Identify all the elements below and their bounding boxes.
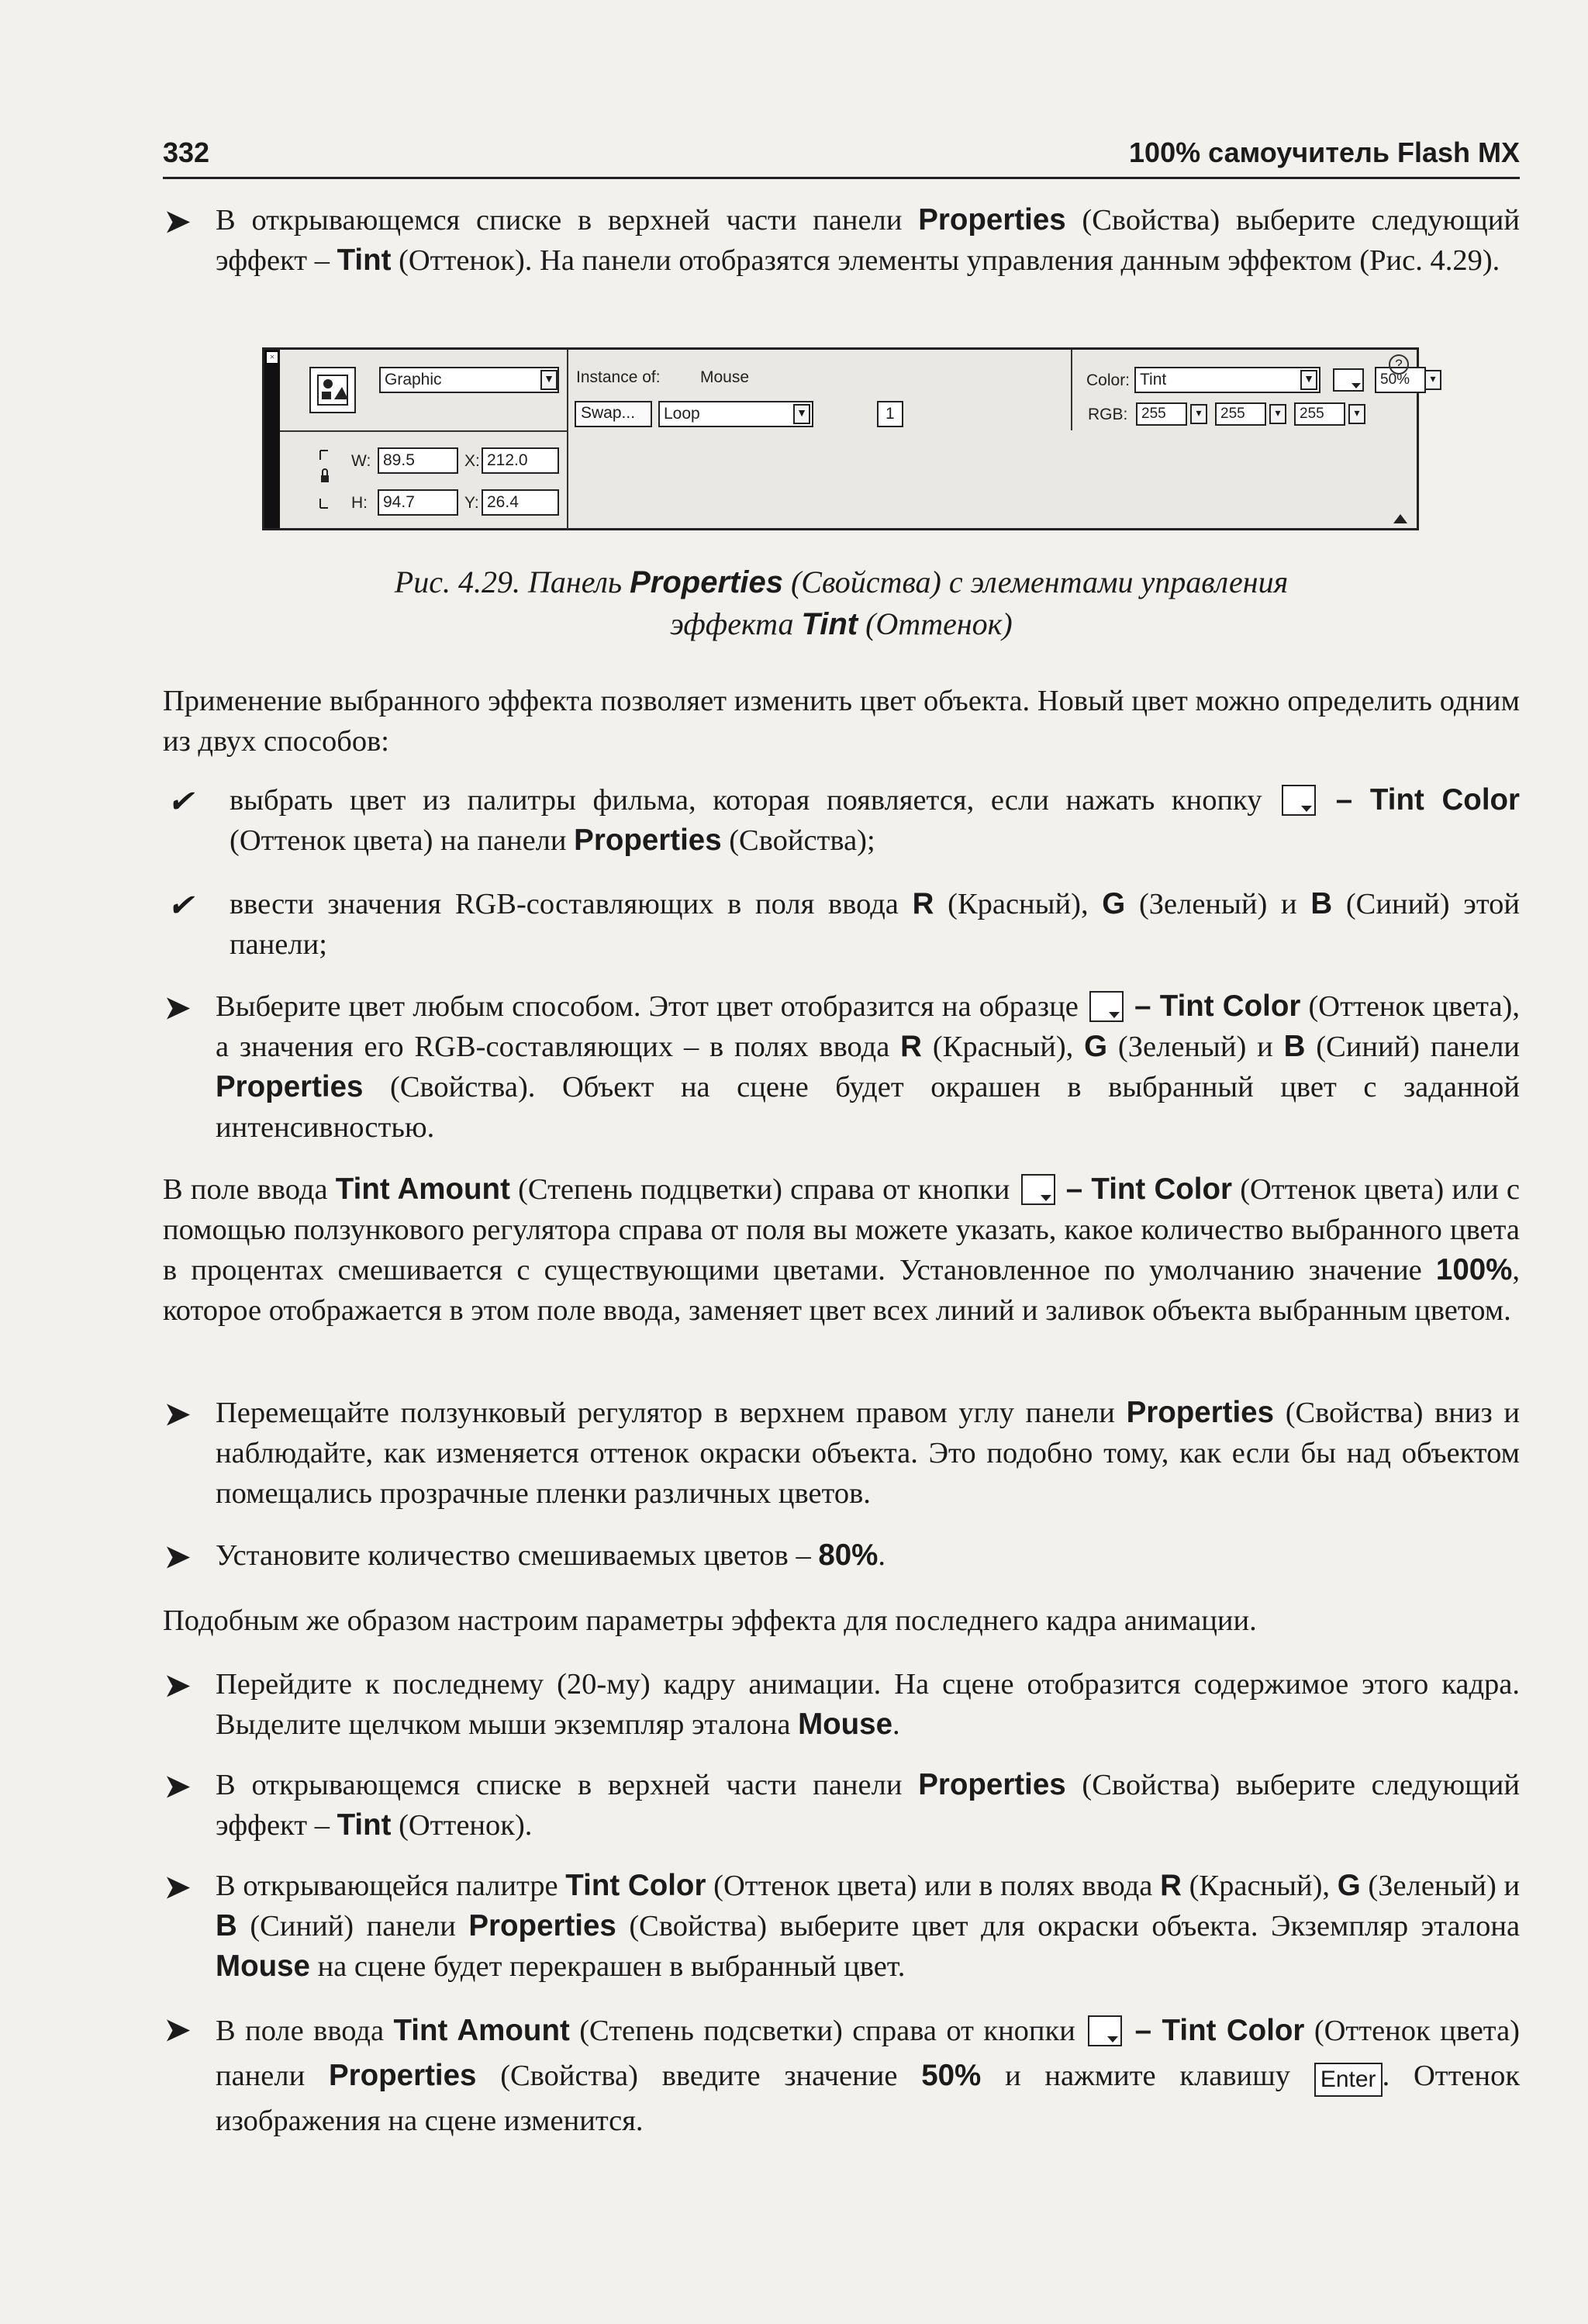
properties-panel bbox=[262, 347, 1436, 530]
instance-of-value: Mouse bbox=[700, 368, 750, 386]
tint-slider-arrow-icon[interactable]: ▾ bbox=[1424, 370, 1441, 390]
list-item: В открывающейся палитре Tint Color (Оттенок цвета) или в полях ввода R (Красный), G (Зеленый) и B (Синий) панели Properties (Свойства) выберите цвет для окраски объекта. Экземпляр эталона Mouse на сцене будет перекрашен в выбранный цвет. bbox=[216, 1869, 1521, 1983]
paragraph: В поле ввода Tint Amount (Степень подцветки) справа от кнопки – Tint Color (Оттенок цвета) или с помощью ползункового регулятора справа от поля вы можете указать, какое количество выбранного цвета в процентах смешивается с существующими цветами. Установленное по умолчанию значение 100%, которое отображается в этом поле ввода, заменяет цвет всех линий и заливок объекта выбранным цветом. bbox=[163, 1172, 1521, 1327]
rgb-label: RGB: bbox=[1088, 406, 1128, 423]
blue-slider-icon[interactable]: ▾ bbox=[1348, 404, 1365, 424]
arrow-bullet-icon: ➤ bbox=[164, 1769, 191, 1804]
text: (Оттенок). На панели отобразятся элементы управления данным эффектом (Рис. 4.29). bbox=[399, 244, 1500, 277]
page-number: 332 bbox=[163, 136, 210, 168]
y-field[interactable]: 26.4 bbox=[482, 489, 559, 516]
book-title: 100% самоучитель Flash MX bbox=[1129, 136, 1520, 168]
tint-amount-field[interactable]: 50% bbox=[1375, 367, 1426, 393]
enter-key: Enter bbox=[1314, 2063, 1383, 2097]
arrow-bullet-icon: ➤ bbox=[164, 204, 191, 239]
paragraph: Применение выбранного эффекта позволяет изменить цвет объекта. Новый цвет можно определить одним из двух способов: bbox=[163, 685, 1520, 758]
chevron-down-icon[interactable]: ▼ bbox=[1300, 370, 1317, 390]
list-item: Выберите цвет любым способом. Этот цвет отобразится на образце – Tint Color (Оттенок цвета), а значения его RGB-составляющих – в полях ввода R (Красный), G (Зеленый) и B (Синий) панели Properties (Свойства). Объект на сцене будет окрашен в выбранный цвет с заданной интенсивностью. bbox=[216, 989, 1521, 1144]
blue-field[interactable]: 255 bbox=[1294, 402, 1345, 426]
instance-of-label: Instance of: bbox=[576, 368, 661, 386]
list-item: В открывающемся списке в верхней части панели Properties (Свойства) выберите следующий эффект – Tint (Оттенок). bbox=[216, 1768, 1521, 1842]
x-label: X: bbox=[464, 452, 480, 470]
checkmark-icon: ✔ bbox=[167, 784, 194, 819]
color-effect-select[interactable]: Tint bbox=[1134, 367, 1320, 393]
first-frame-field[interactable]: 1 bbox=[877, 401, 903, 427]
text: Рис. 4.29. Панель bbox=[394, 565, 623, 599]
swap-button[interactable]: Swap... bbox=[575, 401, 652, 427]
page-header bbox=[163, 136, 1520, 179]
list-item: выбрать цвет из палитры фильма, которая появляется, если нажать кнопку – Tint Color (Оттенок цвета) на панели Properties (Свойства); bbox=[230, 783, 1521, 857]
text: (Свойства) выберите следующий эффект – bbox=[216, 204, 1521, 277]
term: Properties bbox=[630, 565, 783, 599]
text: эффекта bbox=[670, 606, 794, 641]
tint-color-swatch-icon bbox=[1021, 1174, 1055, 1205]
tint-color-swatch[interactable] bbox=[1333, 368, 1364, 392]
arrow-bullet-icon: ➤ bbox=[164, 2012, 191, 2047]
list-item: ввести значения RGB-составляющих в поля ввода R (Красный), G (Зеленый) и B (Синий) этой панели; bbox=[230, 887, 1520, 961]
text: (Оттенок) bbox=[865, 606, 1013, 641]
text: В открывающемся списке в верхней части панели bbox=[216, 204, 903, 237]
list-item: Установите количество смешиваемых цветов – 80%. bbox=[216, 1538, 886, 1572]
chevron-down-icon[interactable]: ▼ bbox=[540, 370, 558, 390]
chevron-down-icon[interactable]: ▼ bbox=[793, 404, 810, 424]
red-slider-icon[interactable]: ▾ bbox=[1190, 404, 1207, 424]
help-icon[interactable]: ? bbox=[1389, 354, 1409, 375]
tint-color-swatch-icon bbox=[1088, 2015, 1122, 2046]
symbol-behavior-select[interactable]: Graphic bbox=[379, 367, 559, 393]
close-icon[interactable]: × bbox=[266, 351, 278, 364]
red-field[interactable]: 255 bbox=[1136, 402, 1187, 426]
green-slider-icon[interactable]: ▾ bbox=[1269, 404, 1286, 424]
intro-paragraph bbox=[216, 200, 1520, 281]
loop-select[interactable]: Loop bbox=[658, 401, 813, 427]
paragraph: Подобным же образом настроим параметры эффекта для последнего кадра анимации. bbox=[163, 1604, 1257, 1637]
list-item: В поле ввода Tint Amount (Степень подсветки) справа от кнопки – Tint Color (Оттенок цвета) панели Properties (Свойства) введите значение 50% и нажмите клавишу Enter . Оттенок изображения на сцене изменится. bbox=[216, 2014, 1521, 2137]
green-field[interactable]: 255 bbox=[1215, 402, 1266, 426]
collapse-triangle-icon[interactable] bbox=[1393, 514, 1407, 523]
term: Tint bbox=[801, 607, 858, 641]
height-label: H: bbox=[351, 494, 368, 512]
term: Properties bbox=[918, 203, 1066, 237]
arrow-bullet-icon: ➤ bbox=[164, 1668, 191, 1703]
tint-color-swatch-icon bbox=[1282, 785, 1316, 816]
height-field[interactable]: 94.7 bbox=[378, 489, 458, 516]
color-label: Color: bbox=[1086, 371, 1131, 389]
width-field[interactable]: 89.5 bbox=[378, 447, 458, 474]
list-item: Перемещайте ползунковый регулятор в верхнем правом углу панели Properties (Свойства) вниз и наблюдайте, как изменяется оттенок окраски объекта. Это подобно тому, как если бы над объектом помещались прозрачные пленки различных цветов. bbox=[216, 1396, 1521, 1510]
x-field[interactable]: 212.0 bbox=[482, 447, 559, 474]
constrain-lock-icon[interactable] bbox=[319, 449, 336, 511]
y-label: Y: bbox=[464, 494, 479, 512]
arrow-bullet-icon: ➤ bbox=[164, 1870, 191, 1904]
width-label: W: bbox=[351, 452, 371, 470]
arrow-bullet-icon: ➤ bbox=[164, 1397, 191, 1431]
graphic-symbol-icon bbox=[309, 367, 356, 413]
panel-handle-bar bbox=[264, 350, 280, 528]
text: (Свойства) с элементами управления bbox=[790, 565, 1289, 599]
arrow-bullet-icon: ➤ bbox=[164, 990, 191, 1025]
checkmark-icon: ✔ bbox=[167, 888, 194, 923]
figure-caption bbox=[163, 561, 1520, 645]
list-item: Перейдите к последнему (20-му) кадру анимации. На сцене отобразится содержимое этого кадра. Выделите щелчком мыши экземпляр эталона Mouse. bbox=[216, 1668, 1520, 1741]
tint-color-swatch-icon bbox=[1089, 991, 1124, 1022]
term: Tint bbox=[337, 243, 392, 277]
arrow-bullet-icon: ➤ bbox=[164, 1539, 191, 1574]
